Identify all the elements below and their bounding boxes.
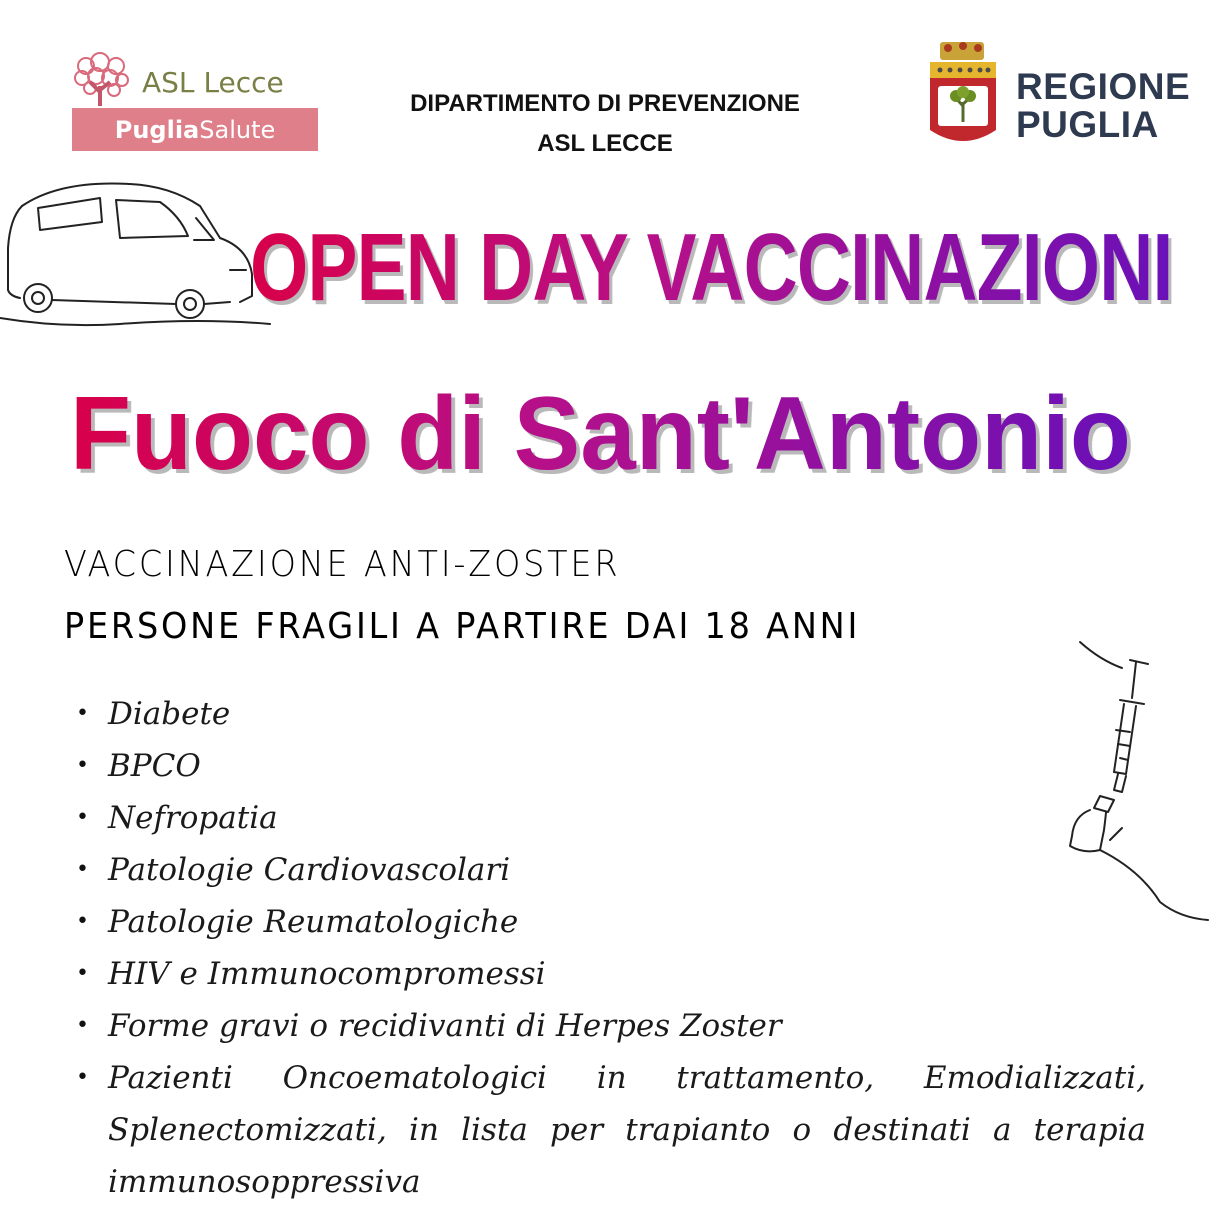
asl-lecce-logo	[72, 52, 318, 152]
asl-logo-name	[142, 66, 284, 99]
department-header	[380, 84, 830, 164]
condition-item: • Nefropatia	[76, 792, 1146, 844]
asl-logo-bar-part2: Salute	[199, 115, 276, 144]
department-line1: DIPARTIMENTO DI PREVENZIONE	[410, 90, 800, 117]
asl-logo-name-part2: Lecce	[203, 66, 284, 99]
asl-logo-name-part1: ASL	[142, 66, 195, 99]
condition-item: • Forme gravi o recidivanti di Herpes Zoster	[76, 1000, 1146, 1052]
condition-item: • Pazienti Oncoematologici in trattamento, Emodializzati, Splenectomizzati, in lista per trapianto o destinati a terapia immunosoppressiva	[76, 1052, 1146, 1208]
tree-icon	[72, 52, 132, 108]
condition-item: • Patologie Cardiovascolari	[76, 844, 1146, 896]
conditions-list	[76, 688, 1146, 1208]
event-title: Fuoco di Sant'Antonio	[70, 372, 1131, 496]
main-title: OPEN DAY VACCINAZIONI	[250, 208, 1173, 328]
condition-item: • HIV e Immunocompromessi	[76, 948, 1146, 1000]
condition-item: • BPCO	[76, 740, 1146, 792]
asl-logo-bar-part1: Puglia	[114, 115, 200, 144]
subtitle-line1: VACCINAZIONE ANTI-ZOSTER	[64, 544, 621, 585]
regione-logo-name	[1016, 68, 1190, 144]
camper-icon	[0, 178, 280, 338]
asl-logo-bar	[72, 108, 318, 151]
subtitle-line2: PERSONE FRAGILI A PARTIRE DAI 18 ANNI	[64, 606, 861, 647]
regione-logo-line1: REGIONE	[1016, 66, 1191, 107]
regione-puglia-logo	[926, 40, 1191, 155]
department-line2: ASL LECCE	[537, 130, 673, 157]
coat-of-arms-icon	[926, 40, 1000, 152]
condition-item: • Diabete	[76, 688, 1146, 740]
condition-item: • Patologie Reumatologiche	[76, 896, 1146, 948]
regione-logo-line2: PUGLIA	[1016, 104, 1159, 145]
